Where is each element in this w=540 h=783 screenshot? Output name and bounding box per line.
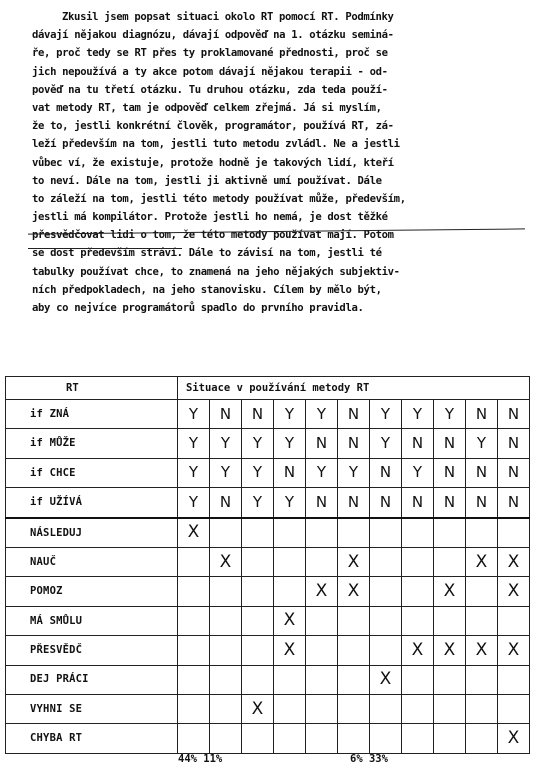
action-cell [242, 636, 274, 665]
action-label: MÁ SMŮLU [6, 606, 178, 635]
action-cell: X [434, 636, 466, 665]
action-cell: X [242, 694, 274, 723]
action-cell: X [370, 665, 402, 694]
action-cell [370, 577, 402, 606]
condition-cell: Y [338, 458, 370, 487]
action-cell [466, 577, 498, 606]
action-cell [306, 724, 338, 753]
condition-cell: N [210, 488, 242, 518]
paragraph-line: vat metody RT, tam je odpověď celkem zřejmá. Já si myslím, [32, 101, 382, 114]
action-cell [434, 724, 466, 753]
action-cell [338, 518, 370, 548]
action-cell [402, 577, 434, 606]
paragraph-line: ních předpokladech, na jeho stanovisku. Cílem by mělo být, [32, 283, 382, 296]
condition-cell: Y [466, 429, 498, 458]
action-cell [466, 694, 498, 723]
action-cell [306, 518, 338, 548]
action-cell [402, 694, 434, 723]
action-cell [498, 606, 530, 635]
handwritten-underline [28, 248, 182, 249]
condition-row [6, 429, 530, 458]
paragraph-line: vůbec ví, že existuje, protože hodně je takových lidí, kteří [32, 156, 394, 169]
action-label: NÁSLEDUJ [6, 518, 178, 548]
footer-note-right: 6% 33% [350, 753, 388, 765]
condition-cell: Y [210, 429, 242, 458]
footer-note-left: 44% 11% [178, 753, 223, 765]
action-label: DEJ PRÁCI [6, 665, 178, 694]
paragraph-line: přesvědčovat lidi o tom, že této metody používat mají. Potom [32, 229, 394, 242]
action-cell [210, 665, 242, 694]
action-cell: X [402, 636, 434, 665]
action-row [6, 577, 530, 606]
action-cell [274, 724, 306, 753]
action-cell [338, 606, 370, 635]
action-cell: X [338, 577, 370, 606]
action-label: CHYBA RT [6, 724, 178, 753]
condition-cell: Y [402, 458, 434, 487]
action-cell: X [274, 636, 306, 665]
action-label: NAUČ [6, 547, 178, 576]
condition-cell: N [402, 429, 434, 458]
condition-cell: N [466, 400, 498, 429]
condition-cell: N [498, 429, 530, 458]
table-title: Situace v používání metody RT [178, 377, 530, 400]
condition-cell: N [370, 458, 402, 487]
action-cell [466, 606, 498, 635]
paragraph-text [32, 8, 528, 317]
condition-cell: N [434, 458, 466, 487]
condition-row [6, 458, 530, 487]
action-cell [210, 724, 242, 753]
condition-cell: Y [274, 488, 306, 518]
action-cell: X [210, 547, 242, 576]
condition-cell: Y [274, 400, 306, 429]
condition-cell: N [402, 488, 434, 518]
paragraph-line: Zkusil jsem popsat situaci okolo RT pomocí RT. Podmínky [62, 11, 394, 23]
action-cell: X [498, 636, 530, 665]
paragraph-line: se dost především stráví. Dále to závisí na tom, jestli té [32, 247, 382, 260]
action-cell [498, 518, 530, 548]
action-cell [498, 665, 530, 694]
condition-label: if UŽÍVÁ [6, 488, 178, 518]
paragraph-line: to záleží na tom, jestli této metody používat může, především, [32, 192, 406, 205]
action-cell [210, 518, 242, 548]
table-corner-label: RT [6, 377, 178, 400]
condition-cell: N [370, 488, 402, 518]
condition-cell: N [274, 458, 306, 487]
action-cell [210, 577, 242, 606]
action-cell [434, 665, 466, 694]
action-cell [210, 606, 242, 635]
condition-label: if CHCE [6, 458, 178, 487]
action-cell [274, 577, 306, 606]
condition-cell: N [306, 488, 338, 518]
action-cell [402, 547, 434, 576]
action-cell [466, 665, 498, 694]
condition-cell: Y [274, 429, 306, 458]
handwritten-percentages [0, 753, 540, 773]
action-cell [338, 694, 370, 723]
paragraph-line: tabulky používat chce, to znamená na jeho nějakých subjektiv- [32, 265, 400, 278]
condition-cell: Y [210, 458, 242, 487]
action-cell: X [498, 577, 530, 606]
action-cell [242, 606, 274, 635]
condition-cell: Y [242, 458, 274, 487]
action-cell [306, 606, 338, 635]
condition-label: if MŮŽE [6, 429, 178, 458]
action-cell [178, 606, 210, 635]
condition-cell: Y [242, 488, 274, 518]
action-cell [178, 724, 210, 753]
condition-cell: Y [306, 458, 338, 487]
condition-cell: N [338, 400, 370, 429]
action-cell [306, 694, 338, 723]
condition-cell: Y [434, 400, 466, 429]
action-row [6, 606, 530, 635]
action-cell [402, 606, 434, 635]
action-cell [178, 665, 210, 694]
action-cell [434, 547, 466, 576]
action-cell: X [466, 547, 498, 576]
paragraph-line: jich nepoužívá a ty akce potom dávají nějakou terapii - od- [32, 65, 388, 78]
action-cell [306, 547, 338, 576]
paragraph-line: ře, proč tedy se RT přes ty proklamované přednosti, proč se [32, 47, 388, 60]
action-cell [466, 724, 498, 753]
action-cell: X [178, 518, 210, 548]
paragraph-line: aby co nejvíce programátorů spadlo do prvního pravidla. [32, 302, 364, 314]
action-cell: X [338, 547, 370, 576]
action-cell [338, 665, 370, 694]
paragraph-line: pověď na tu třetí otázku. Tu druhou otázku, zda teda použí- [32, 83, 388, 96]
condition-cell: N [338, 488, 370, 518]
action-cell [242, 518, 274, 548]
action-cell [434, 694, 466, 723]
condition-cell: N [466, 488, 498, 518]
action-cell [178, 577, 210, 606]
action-cell [274, 547, 306, 576]
action-cell [402, 518, 434, 548]
condition-cell: N [498, 488, 530, 518]
table-header-row [6, 377, 530, 400]
action-cell: X [274, 606, 306, 635]
action-cell [210, 636, 242, 665]
action-cell [370, 724, 402, 753]
action-row [6, 636, 530, 665]
decision-table [5, 376, 529, 753]
action-cell [402, 665, 434, 694]
condition-cell: Y [178, 488, 210, 518]
condition-cell: Y [370, 429, 402, 458]
action-cell [178, 547, 210, 576]
condition-row [6, 488, 530, 518]
action-cell [370, 606, 402, 635]
action-cell [242, 577, 274, 606]
action-cell: X [466, 636, 498, 665]
condition-cell: N [434, 488, 466, 518]
action-cell [178, 636, 210, 665]
paragraph-line: dávají nějakou diagnózu, dávají odpověď na 1. otázku seminá- [32, 29, 394, 42]
action-label: VYHNI SE [6, 694, 178, 723]
action-cell: X [434, 577, 466, 606]
condition-cell: N [338, 429, 370, 458]
condition-cell: N [498, 400, 530, 429]
action-cell [242, 724, 274, 753]
action-row [6, 694, 530, 723]
paragraph-line: že to, jestli konkrétní člověk, programátor, používá RT, zá- [32, 120, 394, 133]
paragraph-line: to neví. Dále na tom, jestli ji aktivně umí používat. Dále [32, 174, 382, 187]
action-cell: X [498, 724, 530, 753]
action-cell [306, 665, 338, 694]
action-row [6, 518, 530, 548]
condition-label: if ZNÁ [6, 400, 178, 429]
action-row [6, 724, 530, 753]
action-cell [370, 694, 402, 723]
condition-cell: Y [402, 400, 434, 429]
condition-cell: N [306, 429, 338, 458]
action-cell [498, 694, 530, 723]
action-cell [242, 665, 274, 694]
action-cell [274, 694, 306, 723]
action-cell [434, 606, 466, 635]
action-cell [338, 724, 370, 753]
action-cell: X [498, 547, 530, 576]
action-cell [338, 636, 370, 665]
action-cell [466, 518, 498, 548]
condition-cell: Y [306, 400, 338, 429]
action-cell [370, 518, 402, 548]
action-cell [210, 694, 242, 723]
action-cell [274, 665, 306, 694]
paragraph-line: leží především na tom, jestli tuto metodu zvládl. Ne a jestli [32, 138, 400, 151]
condition-cell: N [242, 400, 274, 429]
condition-cell: N [210, 400, 242, 429]
condition-row [6, 400, 530, 429]
condition-cell: Y [370, 400, 402, 429]
action-row [6, 547, 530, 576]
action-cell [370, 636, 402, 665]
action-label: PŘESVĚDČ [6, 636, 178, 665]
condition-cell: Y [242, 429, 274, 458]
action-cell [434, 518, 466, 548]
action-cell [274, 518, 306, 548]
action-cell: X [306, 577, 338, 606]
action-cell [370, 547, 402, 576]
condition-cell: Y [178, 429, 210, 458]
condition-cell: Y [178, 458, 210, 487]
action-cell [306, 636, 338, 665]
action-cell [178, 694, 210, 723]
condition-cell: N [434, 429, 466, 458]
action-row [6, 665, 530, 694]
condition-cell: N [498, 458, 530, 487]
paragraph-line: jestli má kompilátor. Protože jestli ho nemá, je dost těžké [32, 211, 388, 224]
action-cell [402, 724, 434, 753]
action-label: POMOZ [6, 577, 178, 606]
condition-cell: N [466, 458, 498, 487]
action-cell [242, 547, 274, 576]
condition-cell: Y [178, 400, 210, 429]
